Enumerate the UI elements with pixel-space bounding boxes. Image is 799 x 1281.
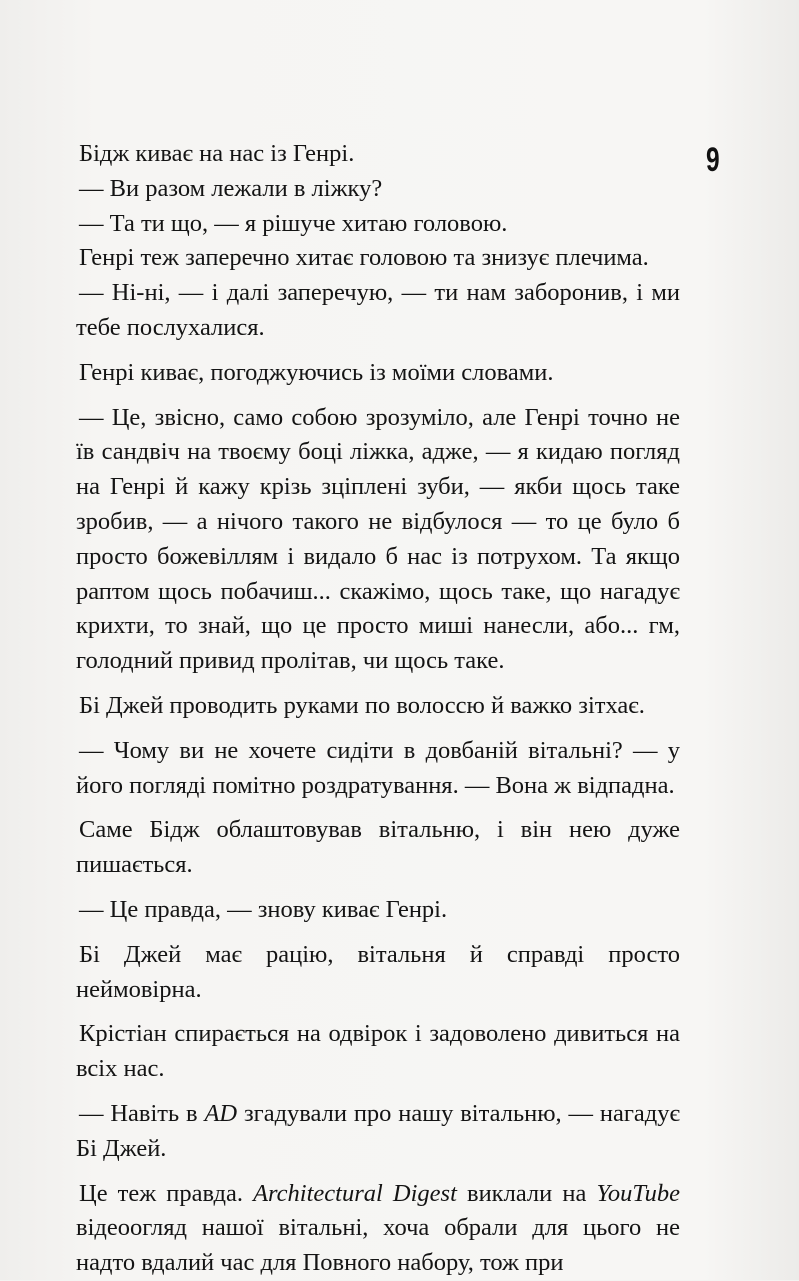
text-run: Це теж правда. bbox=[79, 1179, 254, 1207]
ad-italic: AD bbox=[204, 1099, 238, 1127]
text-run: виклали на bbox=[456, 1179, 597, 1207]
paragraph: — Чому ви не хочете сидіти в довбаній вітальні? — у його погляді помітно роздратування. — Вона ж відпадна. bbox=[76, 736, 680, 799]
text-run: відеоогляд нашої вітальні, хоча обрали для цього не надто вдалий час для Повного набору, тож при bbox=[76, 1214, 680, 1277]
paragraph: Саме Бідж облаштовував вітальню, і він нею дуже пишається. bbox=[76, 816, 680, 879]
paragraph: — Та ти що, — я рішуче хитаю головою. bbox=[79, 209, 508, 237]
paragraph: Крістіан спирається на одвірок і задоволено дивиться на всіх нас. bbox=[76, 1020, 680, 1083]
page-marker: 9 bbox=[706, 141, 720, 179]
paragraph: Генрі киває, погоджуючись із моїми словами. bbox=[79, 358, 554, 386]
architectural-digest-italic: Architectural Digest bbox=[253, 1179, 457, 1207]
paragraph: — Це, звісно, само собою зрозуміло, але Генрі точно не їв сандвіч на твоєму боці ліжка, адже, — я кидаю погляд на Генрі й кажу крізь зціплені зуби, — якби щось таке зробив, — а нічого такого не відбулося — то це було б просто божевіллям і видало б нас із потрухом. Та якщо раптом щось побачиш... скажімо, щось таке, що нагадує крихти, то знай, що це просто миші нанесли, або... гм, голодний привид пролітав, чи щось таке. bbox=[76, 403, 680, 675]
text-run: згадували про нашу вітальню, — нагадує Бі Джей. bbox=[76, 1099, 680, 1162]
paragraph: — Це правда, — знову киває Генрі. bbox=[79, 895, 448, 923]
paragraph: — Ви разом лежали в ліжку? bbox=[79, 174, 383, 202]
youtube-italic: YouTube bbox=[596, 1179, 680, 1207]
paragraph: Бі Джей має рацію, вітальня й справді просто неймовірна. bbox=[76, 940, 680, 1003]
text-run: — Навіть в bbox=[79, 1099, 205, 1127]
paragraph-architectural-digest bbox=[76, 1177, 680, 1281]
paragraph: — Ні-ні, — і далі заперечую, — ти нам заборонив, і ми тебе послухалися. bbox=[76, 279, 680, 341]
paragraph: Бі Джей проводить руками по волоссю й важко зітхає. bbox=[79, 691, 645, 719]
paragraph-ad bbox=[76, 1097, 680, 1167]
page-text bbox=[76, 137, 680, 1281]
paragraph: Генрі теж заперечно хитає головою та знизує плечима. bbox=[79, 244, 649, 272]
paragraph: Бідж киває на нас із Генрі. bbox=[79, 140, 355, 167]
